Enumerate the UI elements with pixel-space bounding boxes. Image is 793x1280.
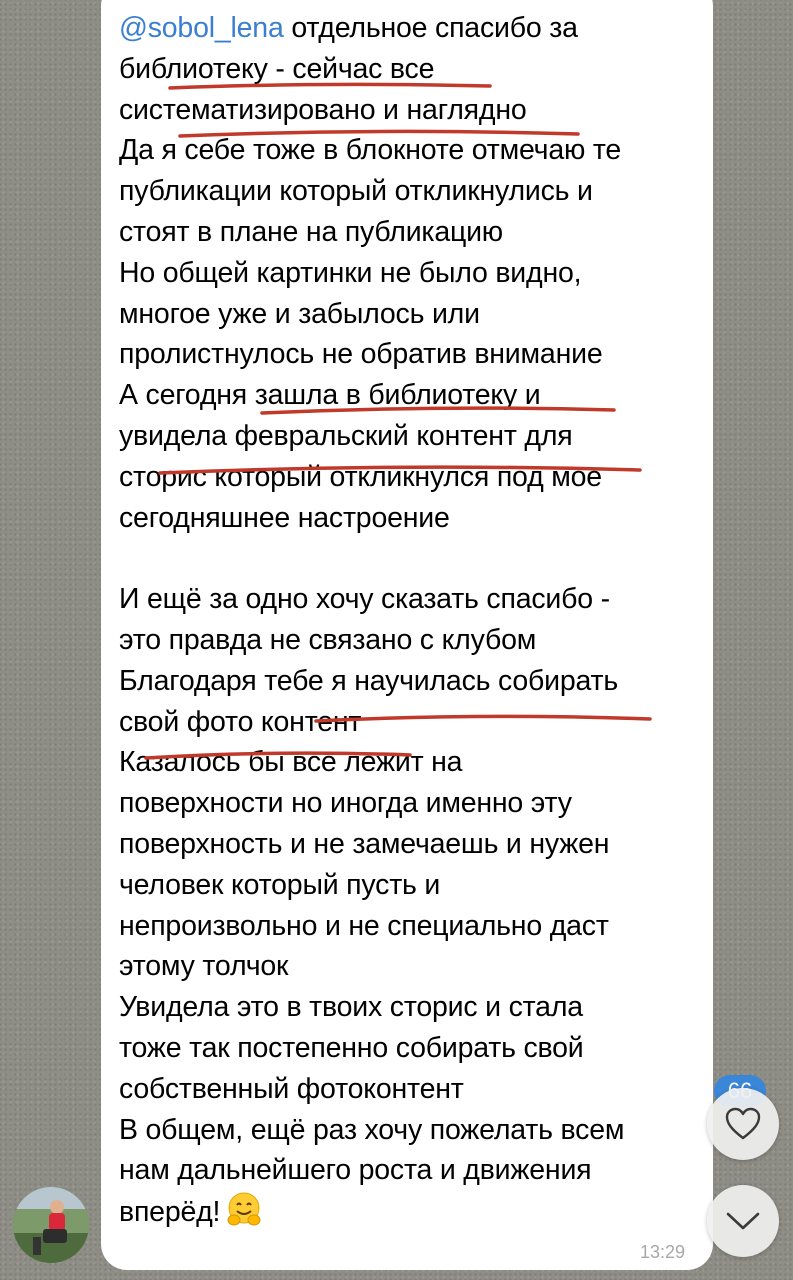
message-line: тоже так постепенно собирать свой xyxy=(119,1031,584,1064)
message-line: Увидела это в твоих сторис и стала xyxy=(119,991,583,1024)
chevron-down-icon xyxy=(725,1210,761,1232)
mention-link[interactable]: @sobol_lena xyxy=(119,12,284,44)
message-line: человек который пусть и xyxy=(119,868,441,901)
message-line: поверхность и не замечаешь и нужен xyxy=(119,827,610,860)
message-line-blank xyxy=(119,538,709,579)
message-line: @sobol_lena отдельное спасибо за xyxy=(119,12,578,44)
message-line: это правда не связано с клубом xyxy=(119,623,537,656)
message-line: нам дальнейшего роста и движения xyxy=(119,1154,592,1187)
message-line: И ещё за одно хочу сказать спасибо - xyxy=(119,583,610,616)
message-line: непроизвольно и не специально даст xyxy=(119,909,609,942)
message-line: библиотеку - сейчас все xyxy=(119,52,435,85)
message-line: Казалось бы все лежит на xyxy=(119,746,463,779)
message-line: вперёд! xyxy=(119,1191,709,1232)
message-line: сегодняшнее настроение xyxy=(119,501,450,534)
message-timestamp: 13:29 xyxy=(640,1242,686,1262)
hugging-face-emoji xyxy=(226,1191,262,1227)
heart-icon xyxy=(725,1107,761,1141)
message-line: многое уже и забылось или xyxy=(119,297,480,330)
message-line: публикации который откликнулись и xyxy=(119,175,593,208)
message-line: систематизировано и наглядно xyxy=(119,93,527,126)
avatar-photo xyxy=(13,1187,89,1263)
message-line: А сегодня зашла в библиотеку и xyxy=(119,379,541,412)
message-line: Благодаря тебе я научилась собирать xyxy=(119,664,619,697)
message-line: Да я себе тоже в блокноте отмечаю те xyxy=(119,134,622,167)
message-line: этому толчок xyxy=(119,950,289,983)
message-line: стоят в плане на публикацию xyxy=(119,215,503,248)
message-line: свой фото контент xyxy=(119,705,362,738)
sender-avatar[interactable] xyxy=(13,1187,89,1263)
message-line: сторис который откликнулся под мое xyxy=(119,460,602,493)
message-line: пролистнулось не обратив внимание xyxy=(119,338,603,371)
message-line: Но общей картинки не было видно, xyxy=(119,256,582,289)
message-line: увидела февральский контент для xyxy=(119,419,573,452)
reactions-button[interactable] xyxy=(707,1088,779,1160)
message-line: собственный фотоконтент xyxy=(119,1072,464,1105)
message-line: В общем, ещё раз хочу пожелать всем xyxy=(119,1113,625,1146)
message-text xyxy=(119,8,709,1232)
scroll-down-button[interactable] xyxy=(707,1185,779,1257)
message-line: поверхности но иногда именно эту xyxy=(119,787,572,820)
